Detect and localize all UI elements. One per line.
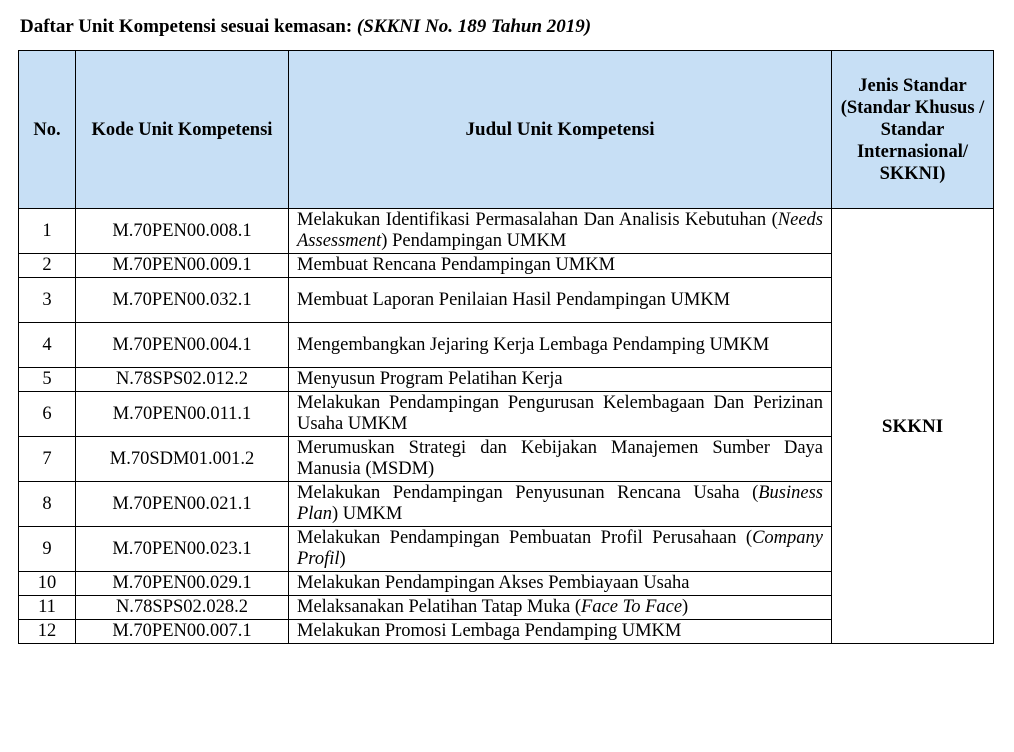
- cell-judul: [289, 278, 832, 323]
- table-heading: [20, 16, 591, 38]
- cell-no: 4: [19, 323, 76, 368]
- cell-no: 5: [19, 368, 76, 392]
- cell-kode: M.70PEN00.008.1: [76, 209, 289, 254]
- cell-no: 3: [19, 278, 76, 323]
- cell-judul: [289, 437, 832, 482]
- cell-judul-text: Melakukan Pendampingan Penyusunan Rencana Usaha (: [297, 483, 759, 503]
- cell-judul-text: Mengembangkan Jejaring Kerja Lembaga Pendamping UMKM: [297, 334, 770, 355]
- cell-kode: M.70PEN00.029.1: [76, 572, 289, 596]
- header-row: [19, 51, 994, 209]
- cell-judul-text: Melakukan Pendampingan Pengurusan Kelembagaan Dan Perizinan Usaha UMKM: [297, 393, 823, 434]
- competency-units-table: [18, 50, 994, 644]
- cell-judul: [289, 368, 832, 392]
- cell-judul-text: Melakukan Identifikasi Permasalahan Dan Analisis Kebutuhan (: [297, 210, 778, 230]
- cell-judul-text: ): [682, 597, 689, 617]
- cell-no: 1: [19, 209, 76, 254]
- cell-kode: M.70PEN00.011.1: [76, 392, 289, 437]
- cell-kode: N.78SPS02.012.2: [76, 368, 289, 392]
- cell-judul: [289, 572, 832, 596]
- cell-judul-text: ): [339, 549, 346, 569]
- cell-no: 6: [19, 392, 76, 437]
- cell-kode: M.70PEN00.023.1: [76, 527, 289, 572]
- cell-kode: M.70SDM01.001.2: [76, 437, 289, 482]
- cell-judul-text: Melakukan Pendampingan Akses Pembiayaan Usaha: [297, 573, 690, 593]
- cell-judul-text: Membuat Laporan Penilaian Hasil Pendampingan UMKM: [297, 289, 731, 310]
- cell-judul-italic: Needs Assessment: [297, 210, 823, 251]
- cell-judul-italic: Company Profil: [297, 528, 823, 569]
- cell-no: 10: [19, 572, 76, 596]
- cell-judul-text: Membuat Rencana Pendampingan UMKM: [297, 255, 616, 275]
- cell-judul-text: Melakukan Pendampingan Pembuatan Profil Perusahaan (: [297, 528, 753, 548]
- cell-judul-italic: Business Plan: [297, 483, 823, 524]
- header-kode: Kode Unit Kompetensi: [76, 51, 289, 209]
- header-no: No.: [19, 51, 76, 209]
- header-judul: Judul Unit Kompetensi: [289, 51, 832, 209]
- cell-no: 11: [19, 596, 76, 620]
- table-body: [19, 209, 994, 644]
- cell-judul-text: Melaksanakan Pelatihan Tatap Muka (: [297, 597, 581, 617]
- cell-judul: [289, 209, 832, 254]
- cell-judul: [289, 392, 832, 437]
- cell-judul: [289, 596, 832, 620]
- cell-no: 2: [19, 254, 76, 278]
- cell-kode: M.70PEN00.021.1: [76, 482, 289, 527]
- cell-judul: [289, 482, 832, 527]
- cell-kode: M.70PEN00.004.1: [76, 323, 289, 368]
- heading-text: Daftar Unit Kompetensi sesuai kemasan:: [20, 16, 357, 37]
- cell-judul: [289, 527, 832, 572]
- table-row: [19, 209, 994, 254]
- cell-judul-italic: Face To Face: [581, 597, 683, 617]
- cell-judul-text: Menyusun Program Pelatihan Kerja: [297, 369, 563, 389]
- cell-kode: M.70PEN00.032.1: [76, 278, 289, 323]
- cell-no: 9: [19, 527, 76, 572]
- cell-no: 7: [19, 437, 76, 482]
- cell-judul-text: ) UMKM: [331, 504, 403, 524]
- cell-kode: N.78SPS02.028.2: [76, 596, 289, 620]
- cell-judul: [289, 620, 832, 644]
- cell-no: 8: [19, 482, 76, 527]
- cell-judul-text: Melakukan Promosi Lembaga Pendamping UMKM: [297, 621, 682, 641]
- cell-judul: [289, 323, 832, 368]
- cell-kode: M.70PEN00.009.1: [76, 254, 289, 278]
- cell-no: 12: [19, 620, 76, 644]
- header-jenis: Jenis Standar (Standar Khusus / Standar Internasional/ SKKNI): [832, 51, 994, 209]
- cell-judul: [289, 254, 832, 278]
- cell-judul-text: ) Pendampingan UMKM: [381, 231, 567, 251]
- cell-kode: M.70PEN00.007.1: [76, 620, 289, 644]
- cell-judul-text: Merumuskan Strategi dan Kebijakan Manajemen Sumber Daya Manusia (MSDM): [297, 438, 823, 479]
- cell-jenis-standar: SKKNI: [832, 209, 994, 644]
- heading-reference: (SKKNI No. 189 Tahun 2019): [356, 16, 592, 37]
